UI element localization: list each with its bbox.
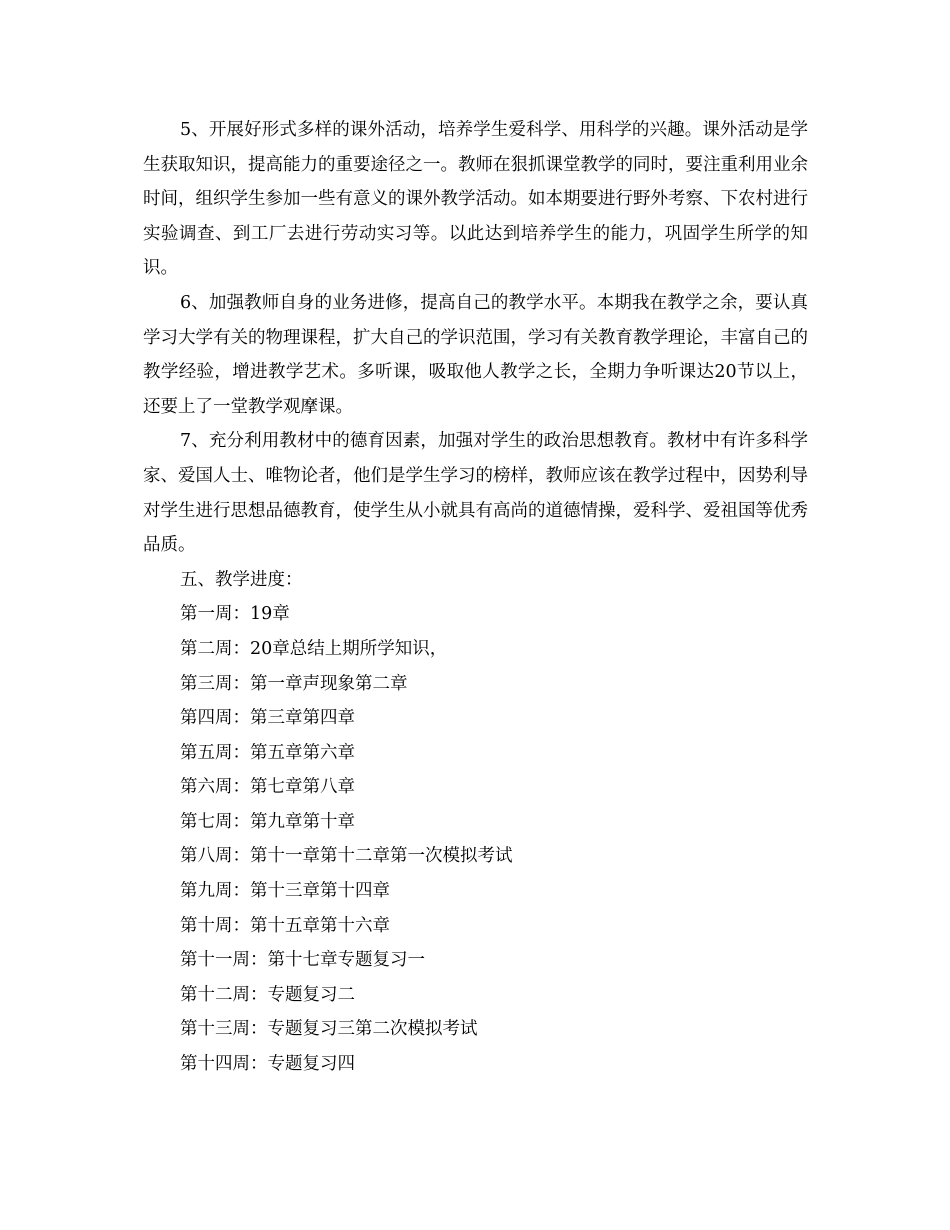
schedule-item: 第四周：第三章第四章 bbox=[180, 708, 355, 729]
schedule-item: 第七周：第九章第十章 bbox=[180, 811, 355, 832]
schedule-item: 第十三周：专题复习三第二次模拟考试 bbox=[180, 1019, 478, 1040]
schedule-item: 第二周：20章总结上期所学知识， bbox=[180, 638, 448, 659]
schedule-item: 第一周：19章 bbox=[180, 604, 290, 625]
paragraph-5: 5、开展好形式多样的课外活动，培养学生爱科学、用科学的兴趣。课外活动是学生获取知识，提高能力的重要途径之一。教师在狠抓课堂教学的同时，要注重利用业余时间，组织学生参加一些有意义的课外教学活动。如本期要进行野外考察、下农村进行实验调查、到工厂去进行劳动实习等。以此达到培养学生的能力，巩固学生所学的知识。 bbox=[143, 120, 808, 279]
schedule-item: 第五周：第五章第六章 bbox=[180, 742, 355, 763]
schedule-item: 第十二周：专题复习二 bbox=[180, 984, 355, 1005]
schedule-item: 第十一周：第十七章专题复习一 bbox=[180, 950, 425, 971]
paragraph-6: 6、加强教师自身的业务进修，提高自己的教学水平。本期我在教学之余，要认真学习大学有关的物理课程，扩大自己的学识范围，学习有关教育教学理论，丰富自己的教学经验，增进教学艺术。多听课，吸取他人教学之长，全期力争听课达20节以上，还要上了一堂教学观摩课。 bbox=[143, 292, 808, 417]
schedule-item: 第六周：第七章第八章 bbox=[180, 777, 355, 798]
schedule-item: 第十四周：专题复习四 bbox=[180, 1054, 355, 1075]
schedule-item: 第三周：第一章声现象第二章 bbox=[180, 673, 408, 694]
schedule-item: 第十周：第十五章第十六章 bbox=[180, 915, 390, 936]
schedule-list bbox=[143, 597, 808, 1081]
paragraph-7: 7、充分利用教材中的德育因素，加强对学生的政治思想教育。教材中有许多科学家、爱国人士、唯物论者，他们是学生学习的榜样，教师应该在教学过程中，因势利导对学生进行思想品德教育，使学生从小就具有高尚的道德情操，爱科学、爱祖国等优秀品质。 bbox=[143, 431, 808, 556]
section-heading: 五、教学进度： bbox=[180, 569, 303, 590]
document-body bbox=[143, 113, 808, 1082]
schedule-item: 第九周：第十三章第十四章 bbox=[180, 881, 390, 902]
schedule-item: 第八周：第十一章第十二章第一次模拟考试 bbox=[180, 846, 513, 867]
